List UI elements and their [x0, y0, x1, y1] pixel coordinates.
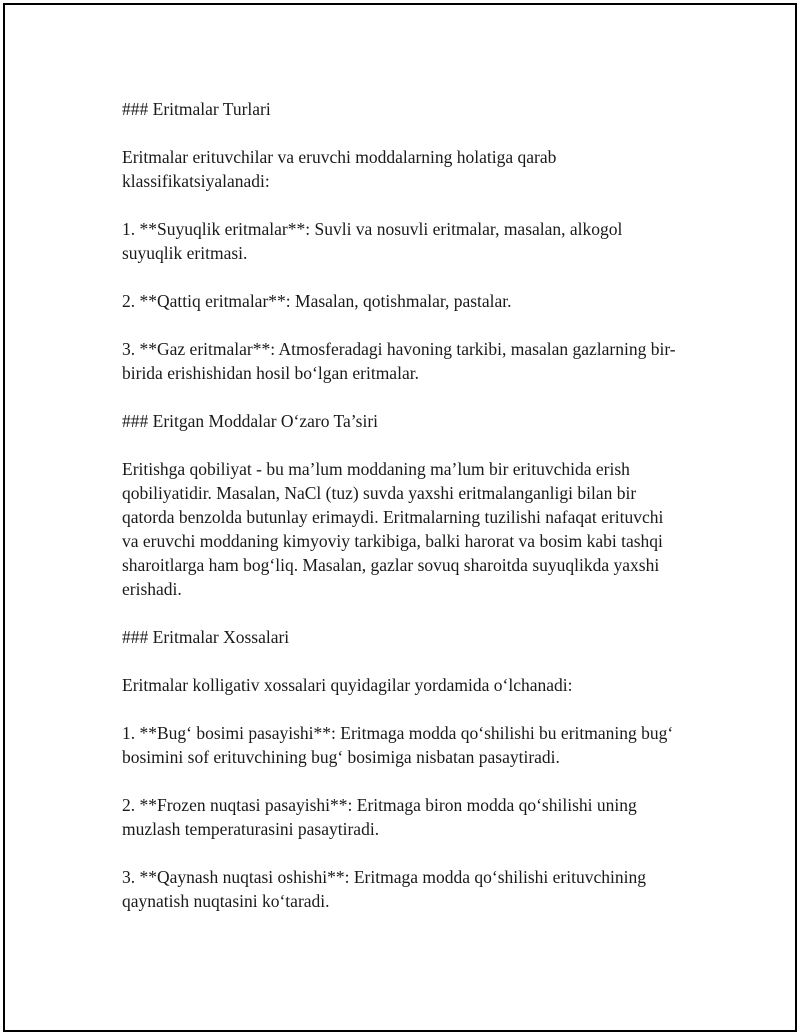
list-item-qaynash-nuqtasi: 3. **Qaynash nuqtasi oshishi**: Eritmaga modda qo‘shilishi erituvchining qaynatish nuqtasini ko‘taradi. [122, 867, 646, 911]
paragraph-eritishga-qobiliyat: Eritishga qobiliyat - bu ma’lum moddaning ma’lum bir erituvchida erish qobiliyatidir. Masalan, NaCl (tuz) suvda yaxshi eritmalanganligi bilan bir qatorda benzolda butunlay erimaydi. Eritmalarning tuzilishi nafaqat erituvchi va eruvchi moddaning kimyoviy tarkibiga, balki harorat va bosim kabi tashqi sharoitlarga ham bog‘liq. Masalan, gazlar sovuq sharoitda suyuqlikda yaxshi erishadi. [122, 459, 664, 599]
heading-eritmalar-xossalari: ### Eritmalar Xossalari [122, 627, 290, 647]
list-item-suyuqlik: 1. **Suyuqlik eritmalar**: Suvli va nosuvli eritmalar, masalan, alkogol suyuqlik eritmasi. [122, 219, 623, 263]
heading-ozaro-tasiri: ### Eritgan Moddalar O‘zaro Ta’siri [122, 411, 379, 431]
list-item-bug-bosimi: 1. **Bug‘ bosimi pasayishi**: Eritmaga modda qo‘shilishi bu eritmaning bug‘ bosimini sof erituvchining bug‘ bosimiga nisbatan pasaytiradi. [122, 723, 674, 767]
document-body [122, 97, 682, 937]
heading-eritmalar-turlari: ### Eritmalar Turlari [122, 99, 271, 119]
list-item-qattiq: 2. **Qattiq eritmalar**: Masalan, qotishmalar, pastalar. [122, 291, 512, 311]
list-item-gaz: 3. **Gaz eritmalar**: Atmosferadagi havoning tarkibi, masalan gazlarning bir-birida erishishidan hosil bo‘lgan eritmalar. [122, 339, 676, 383]
page-frame [3, 3, 797, 1032]
list-item-frozen-nuqtasi: 2. **Frozen nuqtasi pasayishi**: Eritmaga biron modda qo‘shilishi uning muzlash temperaturasini pasaytiradi. [122, 795, 637, 839]
paragraph-classification-intro: Eritmalar erituvchilar va eruvchi moddalarning holatiga qarab klassifikatsiyalanadi: [122, 147, 557, 191]
paragraph-kolligativ-intro: Eritmalar kolligativ xossalari quyidagilar yordamida o‘lchanadi: [122, 675, 573, 695]
